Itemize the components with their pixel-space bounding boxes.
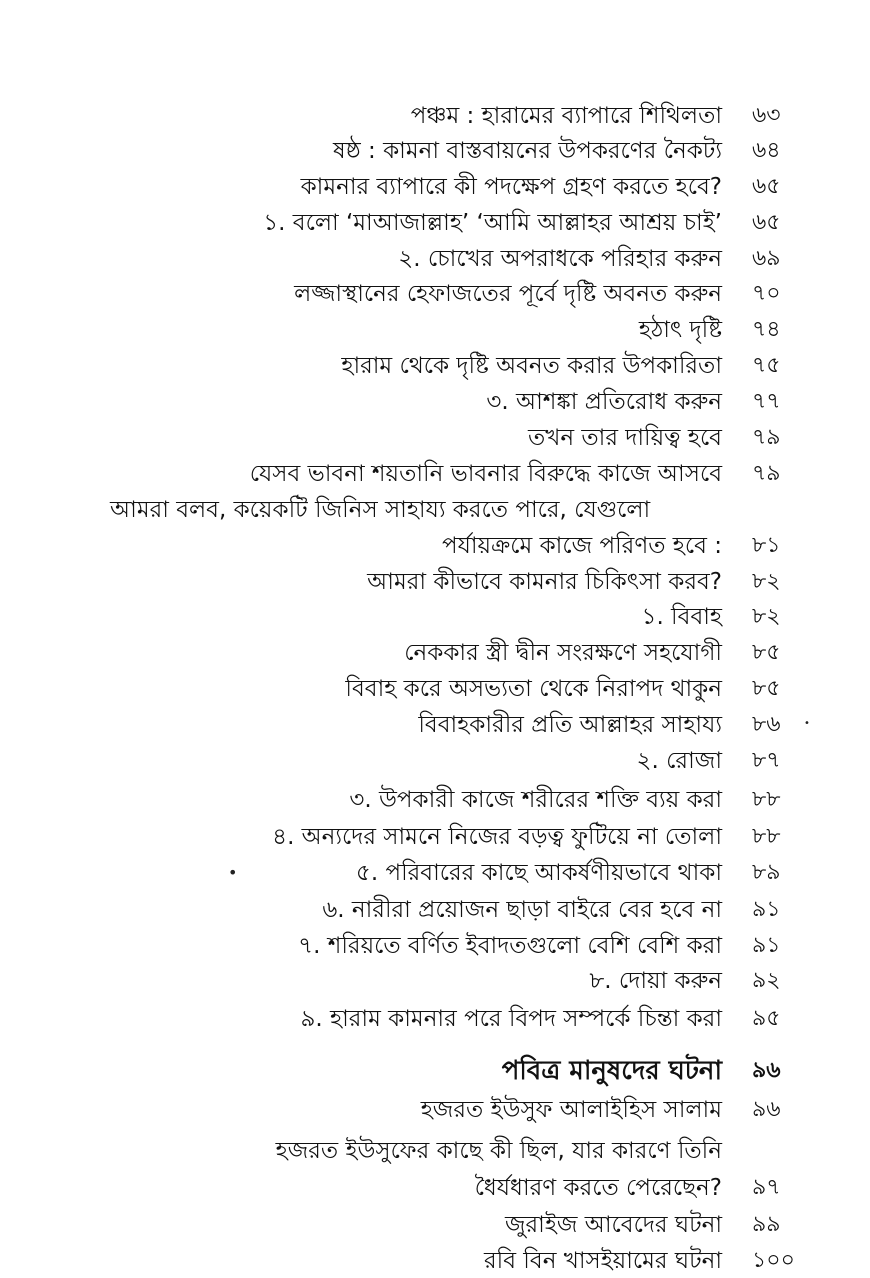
toc-entry-page: ৯৭ [752, 1175, 781, 1200]
toc-section-page: ৯৬ [752, 1058, 781, 1083]
toc-entry-title: ধৈর্যধারণ করতে পেরেছেন? [474, 1175, 722, 1201]
toc-entry [0, 600, 870, 634]
toc-entry-title: জুরাইজ আবেদের ঘটনা [504, 1212, 722, 1238]
toc-entry [0, 893, 870, 927]
toc-entry [0, 206, 870, 240]
toc-entry [0, 170, 870, 204]
toc-entry-title: হজরত ইউসুফের কাছে কী ছিল, যার কারণে তিনি [275, 1138, 722, 1164]
toc-entry-page: ৮১ [752, 533, 781, 558]
toc-entry-title: ৭. শরিয়তে বর্ণিত ইবাদতগুলো বেশি বেশি করা [298, 933, 722, 959]
toc-entry-page: ৬৩ [752, 103, 781, 128]
toc-entry [0, 457, 870, 491]
toc-entry-page: ৭৭ [752, 389, 781, 414]
toc-entry-title: বিবাহকারীর প্রতি আল্লাহর সাহায্য [418, 712, 722, 738]
toc-entry-page: ৮৫ [752, 640, 781, 665]
toc-entry-page: ৮৭ [752, 748, 781, 773]
toc-entry-page: ৮৯ [752, 860, 781, 885]
toc-entry-page: ১০০ [752, 1248, 795, 1273]
toc-entry-title: ৮. দোয়া করুন [589, 968, 722, 994]
toc-entry-title: যেসব ভাবনা শয়তানি ভাবনার বিরুদ্ধে কাজে আসবে [249, 461, 722, 487]
toc-entry-page: ৭৯ [752, 425, 781, 450]
toc-entry-title: তখন তার দায়িত্ব হবে [528, 425, 722, 451]
toc-entry-title: আমরা বলব, কয়েকটি জিনিস সাহায্য করতে পারে, যেগুলো [110, 497, 651, 523]
toc-section-title: পবিত্র মানুষদের ঘটনা [501, 1056, 722, 1086]
toc-entry-title: পর্যায়ক্রমে কাজে পরিণত হবে : [441, 533, 722, 559]
toc-entry [0, 1134, 870, 1168]
toc-entry-title: কামনার ব্যাপারে কী পদক্ষেপ গ্রহণ করতে হবে? [300, 174, 722, 200]
toc-entry-page: ৭০ [752, 281, 781, 306]
toc-entry-title: ৯. হারাম কামনার পরে বিপদ সম্পর্কে চিন্তা করা [300, 1006, 722, 1032]
toc-entry-page: ৯২ [752, 968, 781, 993]
toc-entry [0, 1093, 870, 1127]
toc-entry [0, 929, 870, 963]
toc-entry-title: ৩. আশঙ্কা প্রতিরোধ করুন [486, 389, 722, 415]
toc-entry-page: ৮৮ [752, 824, 781, 849]
toc-entry-page: ৮২ [752, 604, 781, 629]
toc-entry [0, 744, 870, 778]
toc-entry-page: ৬৫ [752, 174, 781, 199]
toc-entry-title: ৩. উপকারী কাজে শরীরের শক্তি ব্যয় করা [349, 787, 722, 813]
toc-entry [0, 349, 870, 383]
toc-entry-title: লজ্জাস্থানের হেফাজতের পূর্বে দৃষ্টি অবনত করুন [294, 281, 722, 307]
toc-entry-title: হজরত ইউসুফ আলাইহিস সালাম [420, 1097, 722, 1123]
toc-entry-page: ৯১ [752, 897, 781, 922]
toc-entry-page: ৭৪ [752, 317, 781, 342]
toc-entry [0, 313, 870, 347]
toc-entry [0, 964, 870, 998]
toc-entry-page: ৬৯ [752, 246, 781, 271]
toc-entry [0, 636, 870, 670]
toc-entry-page: ৬৪ [752, 138, 781, 163]
toc-entry-page: ৮৫ [752, 676, 781, 701]
toc-entry [0, 421, 870, 455]
toc-entry-page: ৯৫ [752, 1006, 781, 1031]
toc-entry-title: হঠাৎ দৃষ্টি [638, 317, 722, 343]
toc-entry-title: ২. রোজা [636, 748, 722, 774]
toc-entry-title: বিবাহ করে অসভ্যতা থেকে নিরাপদ থাকুন [345, 676, 722, 702]
toc-entry-title: ষষ্ঠ : কামনা বাস্তবায়নের উপকরণের নৈকট্য [333, 138, 722, 164]
toc-entry [0, 134, 870, 168]
toc-entry-page: ৯১ [752, 933, 781, 958]
toc-entry-page: ৮৮ [752, 787, 781, 812]
toc-entry-title: আমরা কীভাবে কামনার চিকিৎসা করব? [367, 569, 722, 595]
toc-entry-title: ৫. পরিবারের কাছে আকর্ষণীয়ভাবে থাকা [355, 860, 722, 886]
toc-entry-title: ২. চোখের অপরাধকে পরিহার করুন [398, 246, 722, 272]
toc-entry [0, 529, 870, 563]
toc-entry [0, 1002, 870, 1036]
toc-section-heading [0, 1054, 870, 1088]
toc-entry [0, 856, 870, 890]
toc-entry-title: নেককার স্ত্রী দ্বীন সংরক্ষণে সহযোগী [404, 640, 722, 666]
toc-entry [0, 242, 870, 276]
toc-entry [0, 385, 870, 419]
toc-entry-title: ৪. অন্যদের সামনে নিজের বড়ত্ব ফুটিয়ে না তোলা [272, 824, 722, 850]
toc-entry [0, 708, 870, 742]
toc-entry-page: ৬৫ [752, 210, 781, 235]
toc-entry-title: হারাম থেকে দৃষ্টি অবনত করার উপকারিতা [341, 353, 722, 379]
stray-ink-mark: • [228, 863, 238, 882]
toc-entry [0, 277, 870, 311]
toc-entry-page: ৮২ [752, 569, 781, 594]
toc-entry [0, 672, 870, 706]
toc-entry [0, 1208, 870, 1242]
toc-entry [0, 783, 870, 817]
toc-entry-title: ১. বিবাহ [641, 604, 722, 630]
toc-entry-title: রবি বিন খাসইয়ামের ঘটনা [483, 1248, 722, 1274]
toc-entry [0, 99, 870, 133]
toc-entry-page: ৮৬ [752, 712, 781, 737]
toc-entry [0, 820, 870, 854]
toc-entry [0, 1171, 870, 1205]
toc-entry-page: ৯৬ [752, 1097, 781, 1122]
toc-entry [0, 565, 870, 599]
toc-entry-page: ৭৫ [752, 353, 781, 378]
toc-entry-page: ৭৯ [752, 461, 781, 486]
stray-ink-mark: • [804, 718, 810, 729]
toc-entry [0, 493, 870, 527]
toc-entry-page: ৯৯ [752, 1212, 781, 1237]
toc-entry-title: পঞ্চম : হারামের ব্যাপারে শিথিলতা [410, 103, 722, 129]
toc-entry-title: ১. বলো ‘মাআজাল্লাহ’ ‘আমি আল্লাহর আশ্রয় চাই’ [263, 210, 722, 236]
toc-entry-title: ৬. নারীরা প্রয়োজন ছাড়া বাইরে বের হবে না [322, 897, 722, 923]
